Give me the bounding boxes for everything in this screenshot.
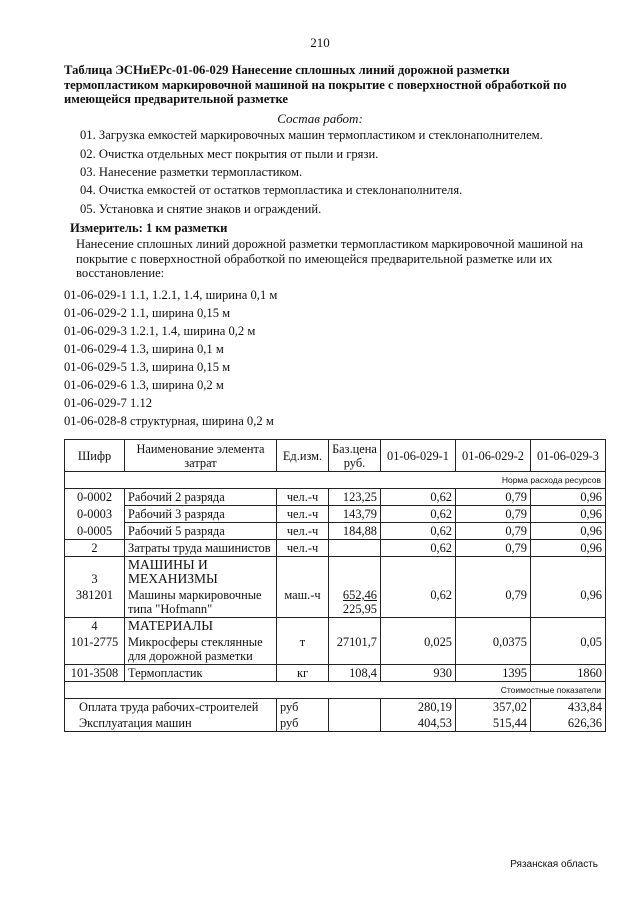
row-code: 0-0003 bbox=[65, 506, 125, 523]
header-name: Наименование элемента затрат bbox=[125, 440, 277, 472]
table-title: Таблица ЭСНиЕРс-01-06-029 Нанесение сплошных линий дорожной разметки термопластиком маркировочной машиной на покрытие с поверхностной обработкой по имеющейся предварительной разметке bbox=[64, 63, 567, 106]
row-price: 123,25 bbox=[329, 489, 381, 506]
work-item: 05. Установка и снятие знаков и ограждений. bbox=[80, 202, 322, 216]
total-value-3: 433,84 bbox=[531, 699, 606, 716]
row-code: 0-0005 bbox=[65, 523, 125, 540]
total-row bbox=[65, 715, 606, 732]
code-text: 1.1, ширина 0,15 м bbox=[130, 306, 231, 320]
row-value-3: 0,96 bbox=[531, 506, 606, 523]
row-value-2: 0,0375 bbox=[456, 634, 531, 665]
composition-heading: Состав работ: bbox=[277, 111, 363, 126]
section-code: 3 bbox=[65, 557, 125, 588]
code: 01-06-029-2 bbox=[64, 306, 127, 320]
row-price bbox=[329, 540, 381, 557]
table-row bbox=[65, 665, 606, 682]
row-name: Микросферы стеклянные для дорожной разметки bbox=[125, 634, 277, 665]
row-value-1: 0,025 bbox=[381, 634, 456, 665]
row-value-3: 0,96 bbox=[531, 587, 606, 618]
code: 01-06-029-1 bbox=[64, 288, 127, 302]
empty-cell bbox=[329, 557, 381, 588]
header-code: Шифр bbox=[65, 440, 125, 472]
total-value-1: 404,53 bbox=[381, 715, 456, 732]
row-value-1: 0,62 bbox=[381, 506, 456, 523]
header-unit: Ед.изм. bbox=[277, 440, 329, 472]
code-row bbox=[64, 342, 224, 357]
row-value-1: 0,62 bbox=[381, 523, 456, 540]
code-text: 1.1, 1.2.1, 1.4, ширина 0,1 м bbox=[130, 288, 278, 302]
total-name: Эксплуатация машин bbox=[65, 715, 277, 732]
row-name: Термопластик bbox=[125, 665, 277, 682]
code-text: 1.12 bbox=[130, 396, 153, 410]
table-row bbox=[65, 587, 606, 618]
row-value-3: 0,96 bbox=[531, 540, 606, 557]
page-number: 210 bbox=[310, 35, 330, 50]
work-item: 01. Загрузка емкостей маркировочных машин термопластиком и стеклонаполнителем. bbox=[80, 128, 543, 142]
row-unit: чел.-ч bbox=[277, 540, 329, 557]
code-row bbox=[64, 324, 255, 339]
table-row bbox=[65, 523, 606, 540]
code: 01-06-029-7 bbox=[64, 396, 127, 410]
row-name: Затраты труда машинистов bbox=[125, 540, 277, 557]
total-unit: руб bbox=[277, 715, 329, 732]
table-row bbox=[65, 506, 606, 523]
header-price: Баз.цена руб. bbox=[329, 440, 381, 472]
empty-cell bbox=[329, 699, 381, 716]
table-row bbox=[65, 634, 606, 665]
code-text: 1.3, ширина 0,15 м bbox=[130, 360, 231, 374]
row-value-2: 0,79 bbox=[456, 523, 531, 540]
total-value-2: 515,44 bbox=[456, 715, 531, 732]
work-item: 03. Нанесение разметки термопластиком. bbox=[80, 165, 303, 179]
row-unit: чел.-ч bbox=[277, 489, 329, 506]
header-col-3: 01-06-029-3 bbox=[531, 440, 606, 472]
code-row bbox=[64, 360, 230, 375]
machines-section-row bbox=[65, 557, 606, 588]
row-value-1: 0,62 bbox=[381, 587, 456, 618]
row-unit: т bbox=[277, 634, 329, 665]
empty-cell bbox=[277, 618, 329, 635]
empty-cell bbox=[456, 557, 531, 588]
code: 01-06-029-3 bbox=[64, 324, 127, 338]
total-unit: руб bbox=[277, 699, 329, 716]
row-value-2: 0,79 bbox=[456, 540, 531, 557]
row-value-2: 0,79 bbox=[456, 506, 531, 523]
row-value-3: 0,05 bbox=[531, 634, 606, 665]
header-col-2: 01-06-029-2 bbox=[456, 440, 531, 472]
empty-cell bbox=[381, 618, 456, 635]
empty-cell bbox=[329, 715, 381, 732]
work-item: 04. Очистка емкостей от остатков термопластика и стеклонаполнителя. bbox=[80, 183, 463, 197]
row-code: 101-2775 bbox=[65, 634, 125, 665]
section-code: 4 bbox=[65, 618, 125, 635]
resource-table bbox=[64, 439, 606, 732]
row-code: 0-0002 bbox=[65, 489, 125, 506]
row-name: Рабочий 5 разряда bbox=[125, 523, 277, 540]
empty-cell bbox=[381, 557, 456, 588]
table-row bbox=[65, 540, 606, 557]
code: 01-06-029-5 bbox=[64, 360, 127, 374]
row-code: 2 bbox=[65, 540, 125, 557]
empty-cell bbox=[531, 618, 606, 635]
row-price: 184,88 bbox=[329, 523, 381, 540]
norm-label-row bbox=[65, 472, 606, 489]
empty-cell bbox=[456, 618, 531, 635]
code-text: структурная, ширина 0,2 м bbox=[130, 414, 274, 428]
row-code: 381201 bbox=[65, 587, 125, 618]
row-value-2: 0,79 bbox=[456, 489, 531, 506]
total-row bbox=[65, 699, 606, 716]
materials-section-row bbox=[65, 618, 606, 635]
row-value-1: 930 bbox=[381, 665, 456, 682]
total-value-2: 357,02 bbox=[456, 699, 531, 716]
code: 01-06-029-4 bbox=[64, 342, 127, 356]
code-row bbox=[64, 288, 277, 303]
description: Нанесение сплошных линий дорожной разметки термопластиком маркировочной машиной на покрытие с поверхностной обработкой по имеющейся предварительной разметке или их восстановление: bbox=[76, 237, 583, 280]
empty-cell bbox=[277, 557, 329, 588]
row-unit: кг bbox=[277, 665, 329, 682]
row-code: 101-3508 bbox=[65, 665, 125, 682]
code: 01-06-029-6 bbox=[64, 378, 127, 392]
footer-region: Рязанская область bbox=[510, 859, 598, 870]
work-item: 02. Очистка отдельных мест покрытия от пыли и грязи. bbox=[80, 147, 379, 161]
norm-label: Норма расхода ресурсов bbox=[65, 472, 606, 489]
row-value-3: 0,96 bbox=[531, 489, 606, 506]
empty-cell bbox=[329, 618, 381, 635]
row-name: Машины маркировочные типа "Hofmann" bbox=[125, 587, 277, 618]
row-value-3: 0,96 bbox=[531, 523, 606, 540]
row-price bbox=[329, 587, 381, 618]
price-top: 652,46 bbox=[342, 588, 377, 602]
section-title: МАТЕРИАЛЫ bbox=[125, 618, 277, 635]
code-text: 1.3, ширина 0,1 м bbox=[130, 342, 224, 356]
row-value-2: 1395 bbox=[456, 665, 531, 682]
section-title: МАШИНЫ И МЕХАНИЗМЫ bbox=[125, 557, 277, 588]
code-row bbox=[64, 306, 230, 321]
row-name: Рабочий 3 разряда bbox=[125, 506, 277, 523]
row-value-1: 0,62 bbox=[381, 489, 456, 506]
header-col-1: 01-06-029-1 bbox=[381, 440, 456, 472]
code-row bbox=[64, 378, 224, 393]
row-price: 108,4 bbox=[329, 665, 381, 682]
row-price: 27101,7 bbox=[329, 634, 381, 665]
row-value-2: 0,79 bbox=[456, 587, 531, 618]
cost-label: Стоимостные показатели bbox=[65, 682, 606, 699]
row-price: 143,79 bbox=[329, 506, 381, 523]
row-value-1: 0,62 bbox=[381, 540, 456, 557]
table-header-row bbox=[65, 440, 606, 472]
row-value-3: 1860 bbox=[531, 665, 606, 682]
price-bottom: 225,95 bbox=[342, 602, 377, 616]
code-row bbox=[64, 414, 274, 429]
total-name: Оплата труда рабочих-строителей bbox=[65, 699, 277, 716]
code-row bbox=[64, 396, 152, 411]
empty-cell bbox=[531, 557, 606, 588]
meter-unit: Измеритель: 1 км разметки bbox=[70, 221, 228, 235]
row-unit: чел.-ч bbox=[277, 506, 329, 523]
code-text: 1.3, ширина 0,2 м bbox=[130, 378, 224, 392]
cost-label-row bbox=[65, 682, 606, 699]
row-unit: маш.-ч bbox=[277, 587, 329, 618]
row-unit: чел.-ч bbox=[277, 523, 329, 540]
total-value-3: 626,36 bbox=[531, 715, 606, 732]
code: 01-06-028-8 bbox=[64, 414, 127, 428]
table-row bbox=[65, 489, 606, 506]
code-text: 1.2.1, 1.4, ширина 0,2 м bbox=[130, 324, 256, 338]
row-name: Рабочий 2 разряда bbox=[125, 489, 277, 506]
total-value-1: 280,19 bbox=[381, 699, 456, 716]
